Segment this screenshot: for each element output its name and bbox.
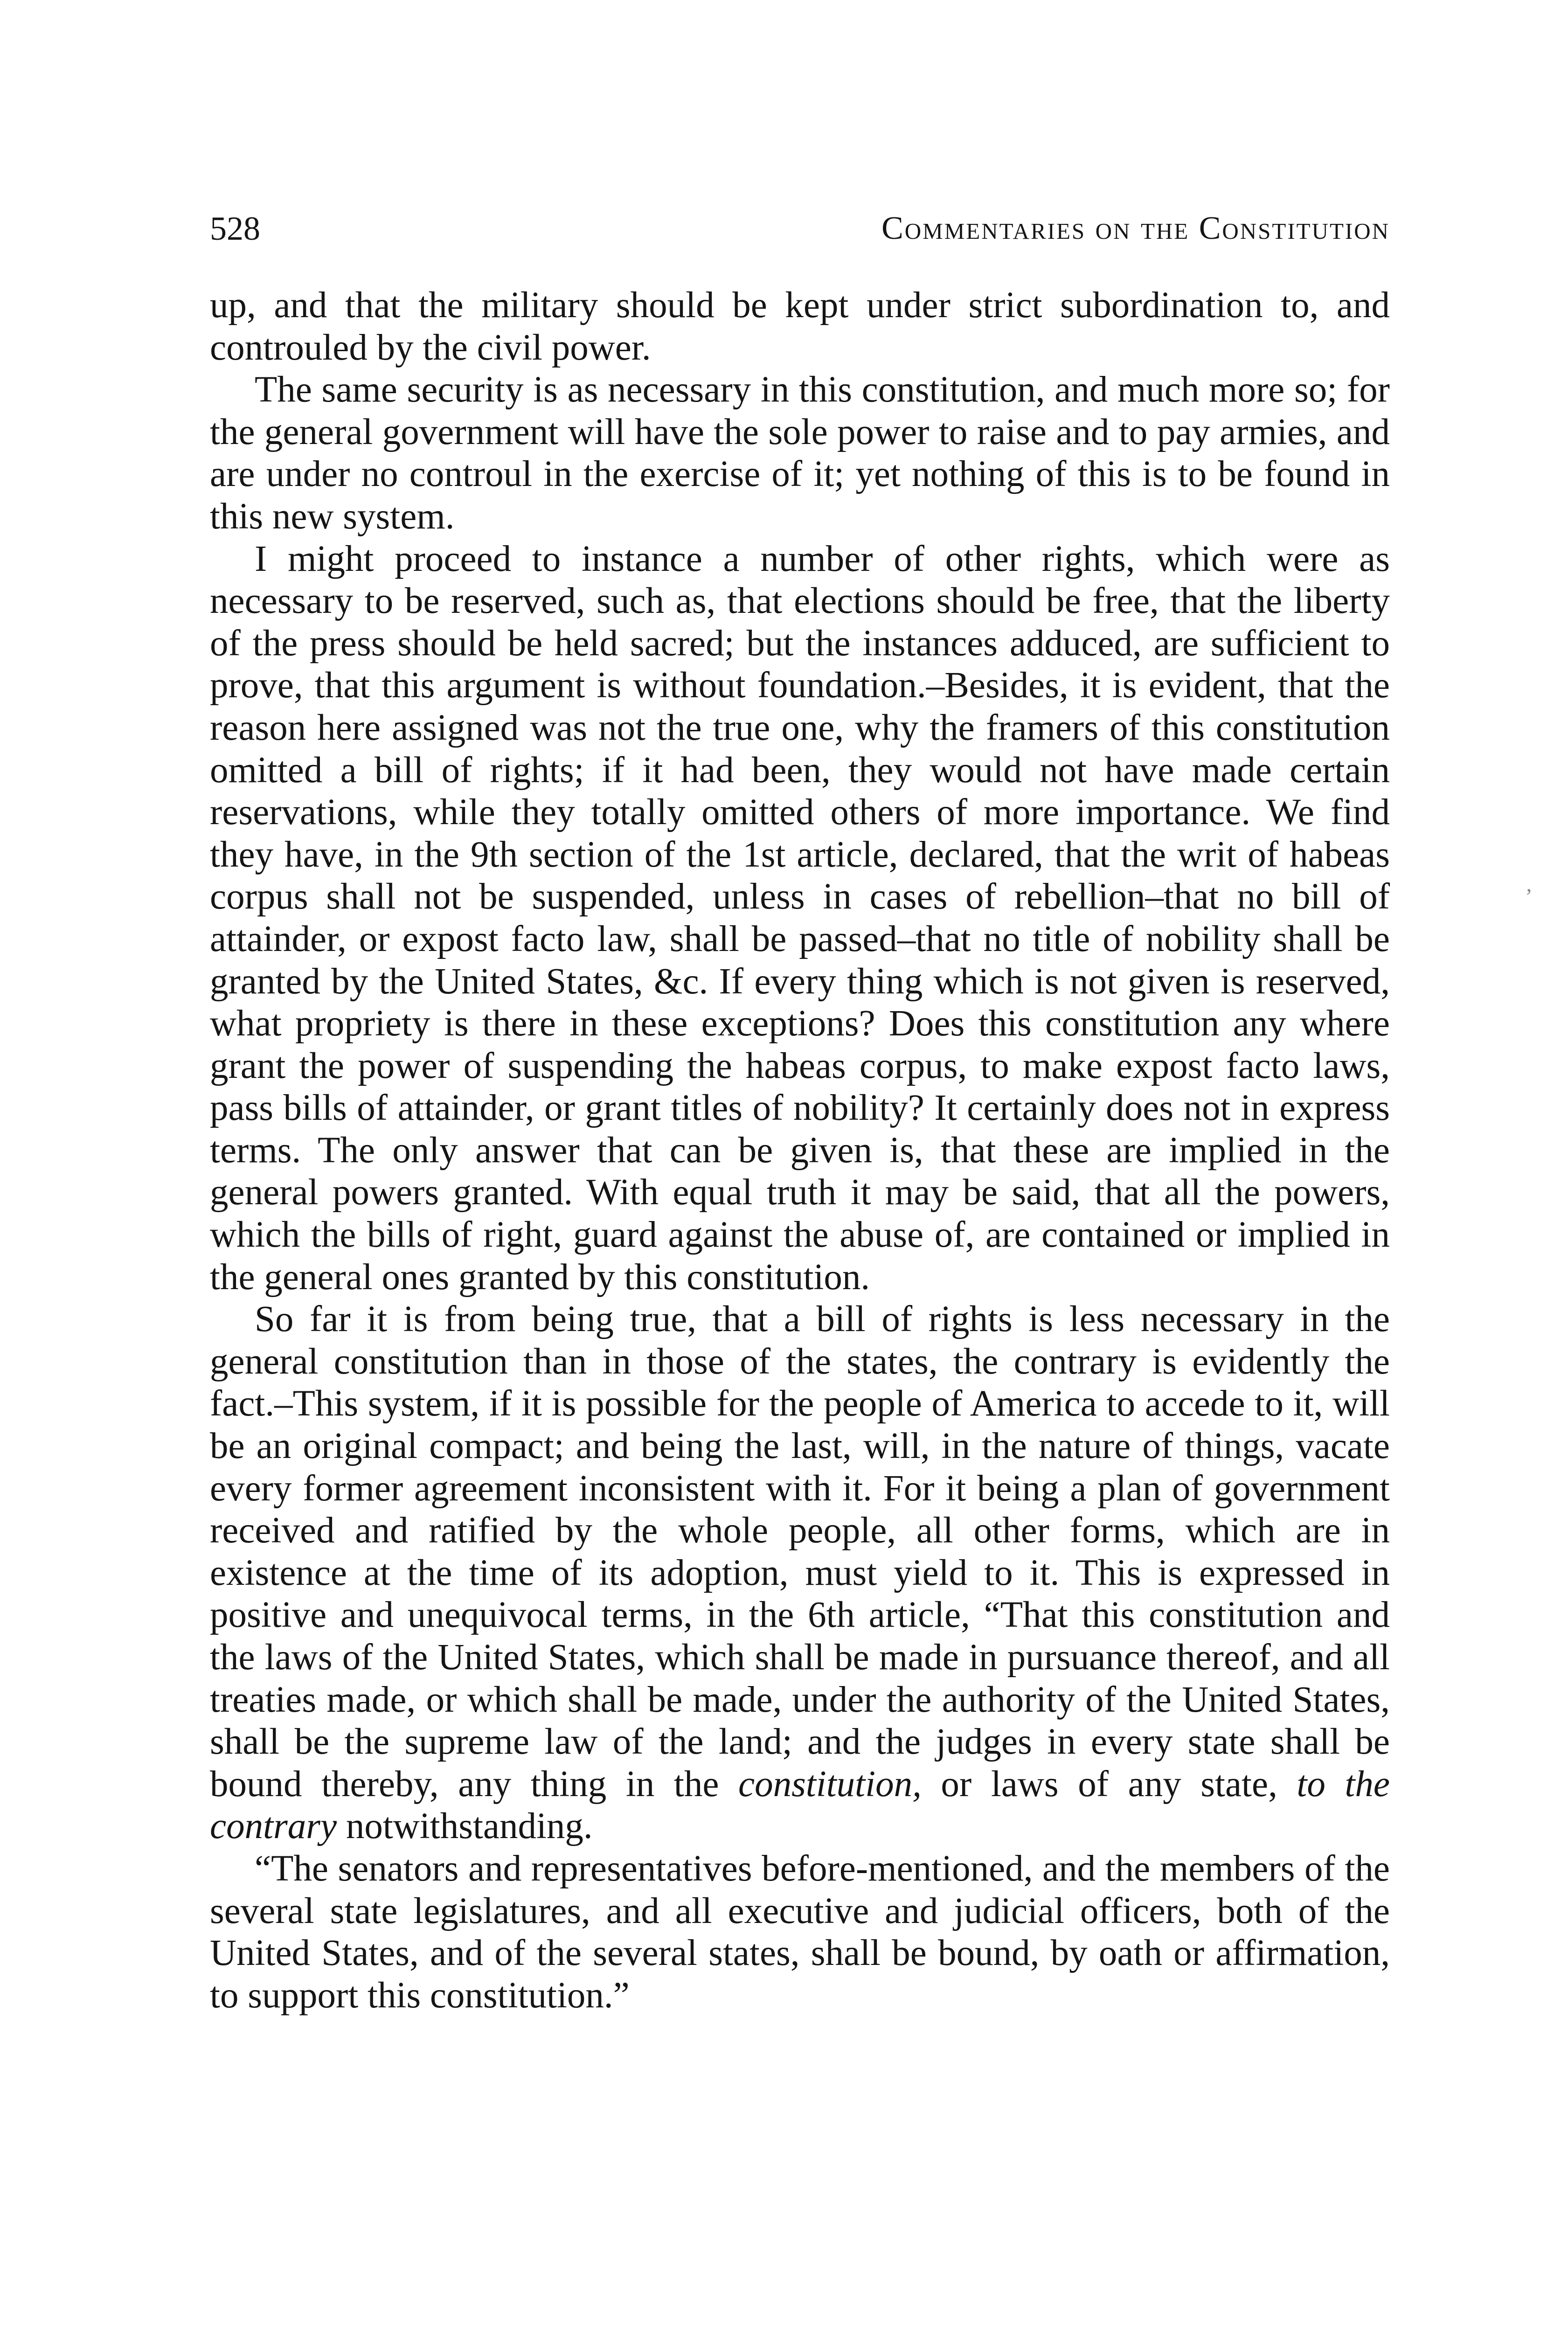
paragraph-3: I might proceed to instance a number of other rights, which were as necessary to be reserved, such as, that elections should be free, that the liberty of the press should be held sacred; but the instances adduced, are sufficient to prove, that this argument is without foundation.–Besides, it is evident, that the reason here assigned was not the true one, why the framers of this constitution omitted a bill of rights; if it had been, they would not have made certain reservations, while they totally omitted others of more importance. We find they have, in the 9th section of the 1st article, declared, that the writ of habeas corpus shall not be suspended, unless in cases of rebellion–that no bill of attainder, or expost facto law, shall be passed–that no title of nobility shall be granted by the United States, &c. If every thing which is not given is reserved, what propriety is there in these exceptions? Does this constitution any where grant the power of suspending the habeas corpus, to make expost facto laws, pass bills of attainder, or grant titles of nobility? It certainly does not in express terms. The only answer that can be given is, that these are implied in the general powers granted. With equal truth it may be said, that all the powers, which the bills of right, guard against the abuse of, are contained or implied in the general ones granted by this constitution.: [210, 538, 1390, 1298]
paragraph-2: The same security is as necessary in this constitution, and much more so; for the general government will have the sole power to raise and to pay armies, and are under no controul in the exercise of it; yet nothing of this is to be found in this new system.: [210, 369, 1390, 537]
running-title: Commentaries on the Constitution: [881, 210, 1390, 246]
paragraph-4-text-b: or laws of any state,: [921, 1763, 1297, 1805]
margin-mark: ’: [1525, 884, 1533, 909]
paragraph-4-text-c: notwithstanding.: [337, 1806, 593, 1847]
paragraph-4-italic-to-the-contrary: to the contrary: [210, 1763, 1390, 1847]
paragraph-4-italic-constitution: constitution,: [738, 1763, 922, 1805]
paragraph-1: up, and that the military should be kept under strict subordination to, and controuled by the civil power.: [210, 285, 1390, 368]
page-header: [210, 208, 1390, 250]
page-number: 528: [210, 210, 260, 247]
body-text: [210, 285, 1390, 2017]
paragraph-4-text-a: So far it is from being true, that a bill of rights is less necessary in the general constitution than in those of the states, the contrary is evidently the fact.–This system, if it is possible for the people of America to accede to it, will be an original compact; and being the last, will, in the nature of things, vacate every former agreement inconsistent with it. For it being a plan of government received and ratified by the whole people, all other forms, which are in existence at the time of its adoption, must yield to it. This is expressed in positive and unequivocal terms, in the 6th article, “That this constitution and the laws of the United States, which shall be made in pursuance thereof, and all treaties made, or which shall be made, under the authority of the United States, shall be the supreme law of the land; and the judges in every state shall be bound thereby, any thing in the: [210, 1299, 1390, 1805]
paragraph-5: “The senators and representatives before-mentioned, and the members of the several state legislatures, and all executive and judicial officers, both of the United States, and of the several states, shall be bound, by oath or affirmation, to support this constitution.”: [210, 1848, 1390, 2016]
paragraph-4: [210, 1298, 1390, 1848]
